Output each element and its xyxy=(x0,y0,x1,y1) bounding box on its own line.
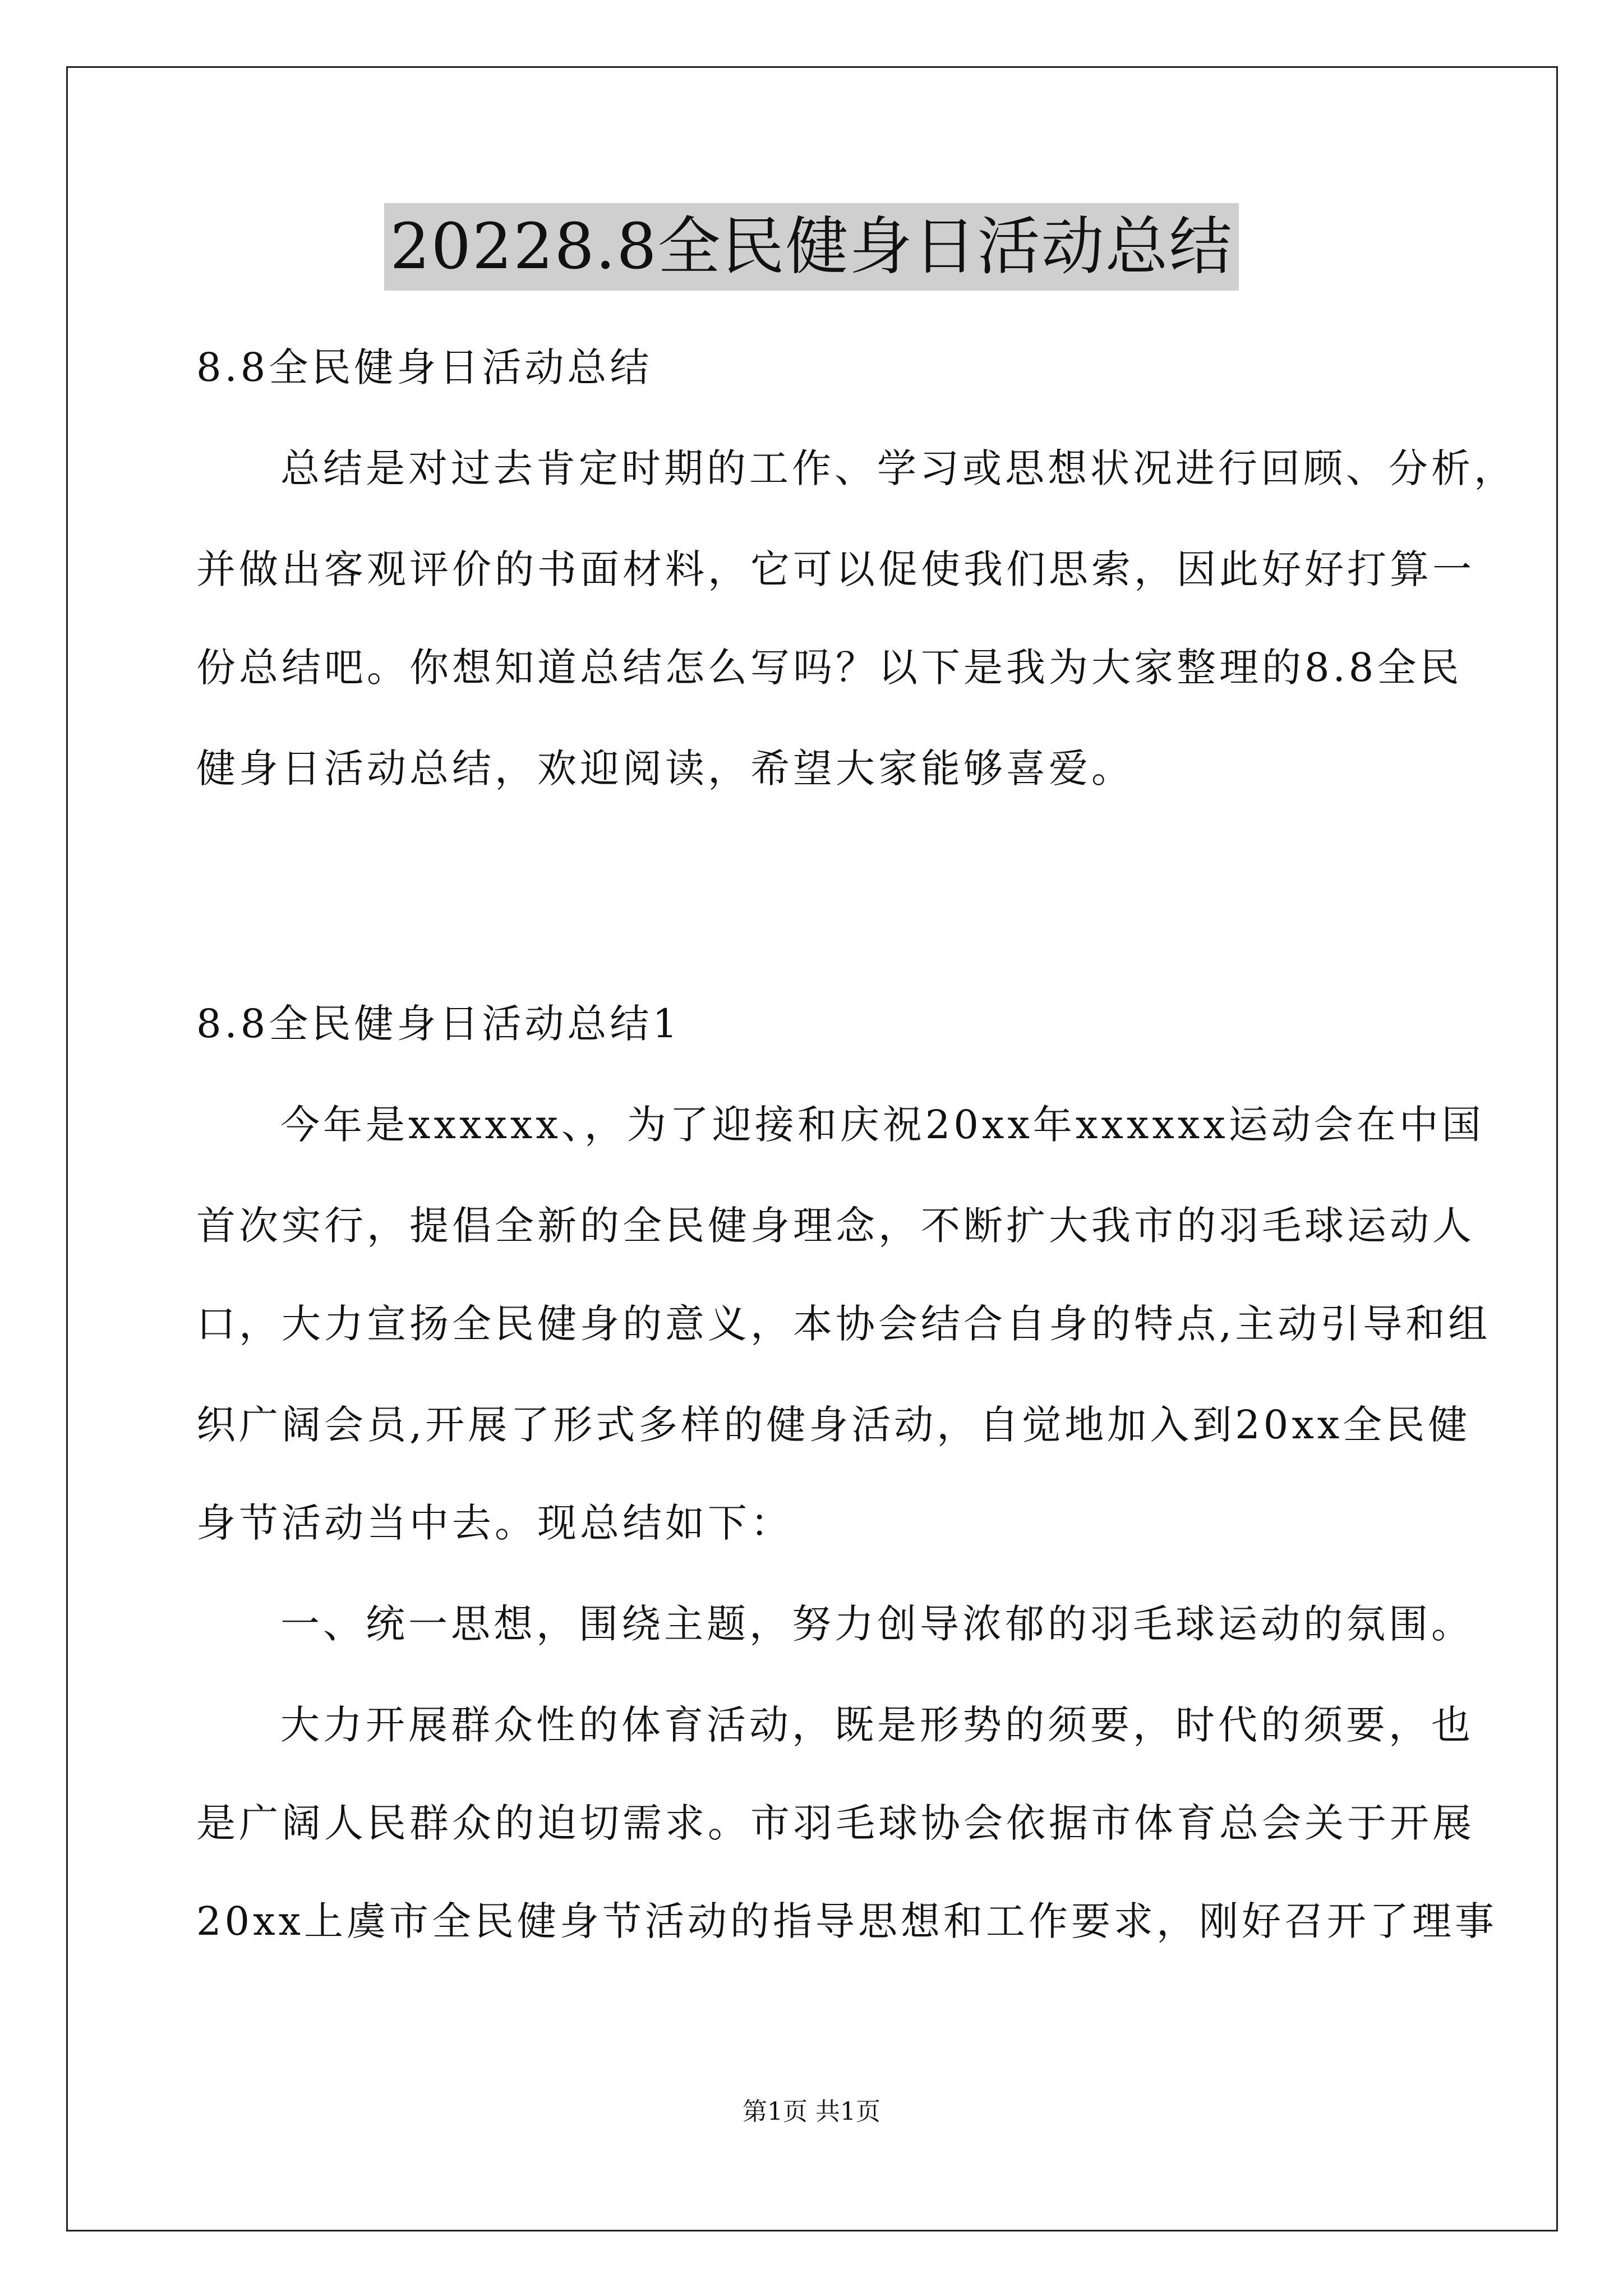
paragraph-line: 身节活动当中去。现总结如下： xyxy=(196,1500,793,1546)
paragraph-line: 份总结吧。你想知道总结怎么写吗？以下是我为大家整理的8.8全民 xyxy=(196,645,1463,691)
paragraph-line: 今年是xxxxxx、，为了迎接和庆祝20xx年xxxxxx运动会在中国 xyxy=(280,1102,1484,1148)
paragraph-line: 并做出客观评价的书面材料，它可以促使我们思索，因此好好打算一 xyxy=(196,546,1475,592)
title-container xyxy=(0,203,1623,291)
document-title: 20228.8全民健身日活动总结 xyxy=(384,203,1238,291)
paragraph-line: 织广阔会员,开展了形式多样的健身活动，自觉地加入到20xx全民健 xyxy=(196,1402,1471,1448)
paragraph-line: 健身日活动总结，欢迎阅读，希望大家能够喜爱。 xyxy=(196,746,1134,792)
paragraph-line: 口，大力宣扬全民健身的意义，本协会结合自身的特点,主动引导和组 xyxy=(196,1301,1491,1347)
section-heading: 8.8全民健身日活动总结1 xyxy=(196,1001,681,1047)
paragraph-line: 大力开展群众性的体育活动，既是形势的须要，时代的须要，也 xyxy=(280,1702,1474,1748)
paragraph-line: 是广阔人民群众的迫切需求。市羽毛球协会依据市体育总会关于开展 xyxy=(196,1800,1475,1846)
paragraph-line: 总结是对过去肯定时期的工作、学习或思想状况进行回顾、分析， xyxy=(280,445,1516,491)
paragraph-line: 一、统一思想，围绕主题，努力创导浓郁的羽毛球运动的氛围。 xyxy=(280,1601,1474,1647)
section-heading: 8.8全民健身日活动总结 xyxy=(196,344,653,390)
paragraph-line: 首次实行，提倡全新的全民健身理念，不断扩大我市的羽毛球运动人 xyxy=(196,1203,1475,1249)
paragraph-line: 20xx上虞市全民健身节活动的指导思想和工作要求，刚好召开了理事 xyxy=(196,1898,1498,1944)
page-footer: 第1页 共1页 xyxy=(743,2097,880,2126)
